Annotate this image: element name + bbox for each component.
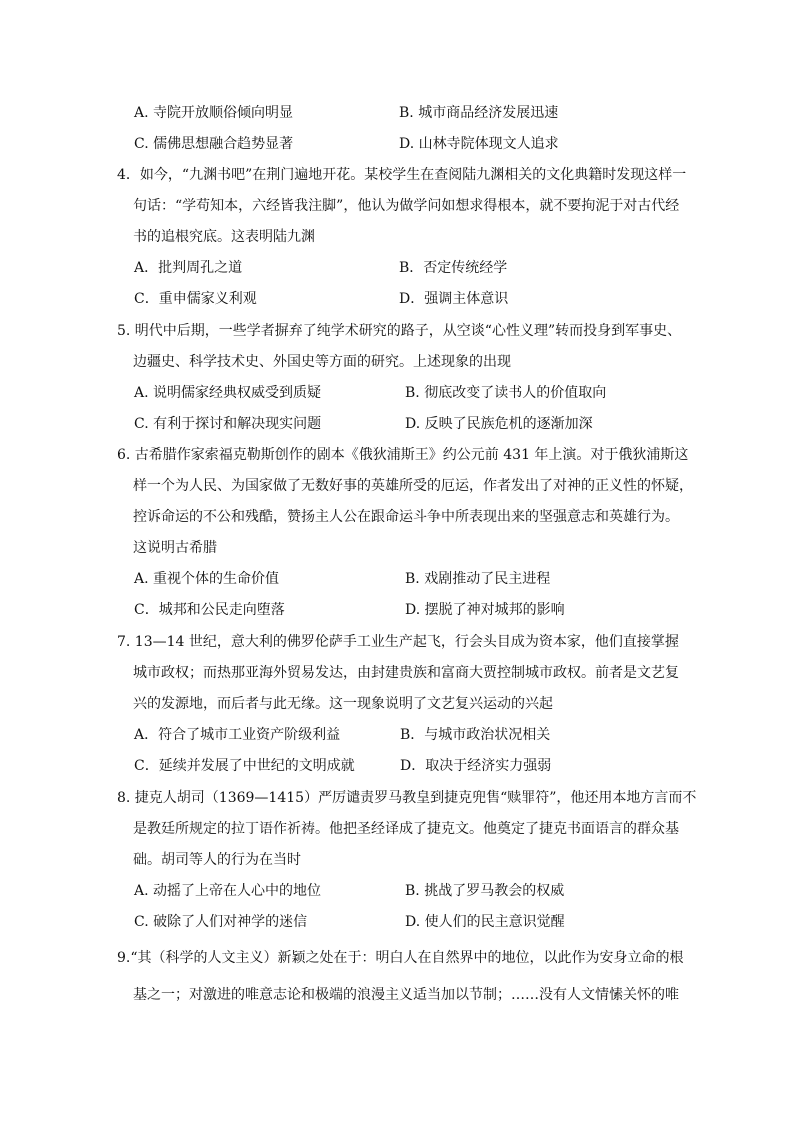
q6-option-c: C．城邦和公民走向堕落 [134,602,285,618]
q9-stem-line: 9.“其（科学的人文主义）新颖之处在于：明白人在自然界中的地位，以此作为安身立命的根 [117,950,684,966]
q6-stem-line: 控诉命运的不公和残酷，赞扬主人公在跟命运斗争中所表现出来的坚强意志和英雄行为。 [133,509,679,525]
q5-option-d: D. 反映了民族危机的逐渐加深 [405,416,593,432]
q4-option-c: C．重申儒家义利观 [134,291,257,307]
q7-stem-line: 城市政权；而热那亚海外贸易发达，由封建贵族和富商大贾控制城市政权。前者是文艺复 [133,665,679,681]
q7-option-c: C．延续并发展了中世纪的文明成就 [134,758,355,774]
q6-option-d: D. 摆脱了神对城邦的影响 [405,602,565,618]
q9-stem-line: 基之一；对激进的唯意志论和极端的浪漫主义适当加以节制；……没有人文情愫关怀的唯 [133,987,679,1003]
q8-option-b: B. 挑战了罗马教会的权威 [405,883,565,899]
q4-option-d: D．强调主体意识 [399,291,509,307]
q6-stem-line: 样一个为人民、为国家做了无数好事的英雄所受的厄运，作者发出了对神的正义性的怀疑， [133,478,693,494]
q6-option-a: A. 重视个体的生命价值 [134,571,280,587]
q8-stem-line: 8. 捷克人胡司（1369—1415）严厉谴责罗马教皇到捷克兜售“赎罪符”，他还用本地方言而不 [117,790,697,806]
q7-stem-line: 兴的发源地，而后者与此无缘。这一现象说明了文艺复兴运动的兴起 [133,696,553,712]
q4-stem-line: 书的追根究底。这表明陆九渊 [133,229,315,245]
q7-option-a: A．符合了城市工业资产阶级利益 [134,727,341,743]
q4-stem-line: 4．如今，“九渊书吧”在荆门遍地开花。某校学生在查阅陆九渊相关的文化典籍时发现这样一 [117,167,687,183]
q5-option-c: C. 有利于探讨和解决现实问题 [134,416,322,432]
q8-stem-line: 是教廷所规定的拉丁语作祈祷。他把圣经译成了捷克文。他奠定了捷克书面语言的群众基 [133,821,679,837]
q8-option-c: C. 破除了人们对神学的迷信 [134,914,308,930]
q5-option-b: B. 彻底改变了读书人的价值取向 [405,385,607,401]
q7-option-b: B．与城市政治状况相关 [400,727,551,743]
q7-stem-line: 7. 13—14 世纪，意大利的佛罗伦萨手工业生产起飞，行会头目成为资本家，他们直接掌握 [117,634,679,650]
q7-option-d: D．取决于经济实力强弱 [400,758,552,774]
q6-option-b: B. 戏剧推动了民主进程 [405,571,551,587]
q3-option-a: A. 寺院开放顺俗倾向明显 [134,105,294,121]
q6-stem-line: 这说明古希腊 [133,540,217,556]
q5-stem-line: 边疆史、科学技术史、外国史等方面的研究。上述现象的出现 [133,354,511,370]
q5-option-a: A. 说明儒家经典权威受到质疑 [134,385,322,401]
q8-option-a: A. 动摇了上帝在人心中的地位 [134,883,322,899]
q4-option-b: B．否定传统经学 [399,260,508,276]
q8-option-d: D. 使人们的民主意识觉醒 [405,914,565,930]
q3-option-b: B. 城市商品经济发展迅速 [399,105,559,121]
q4-option-a: A．批判周孔之道 [134,260,243,276]
q3-option-d: D. 山林寺院体现文人追求 [399,136,559,152]
q6-stem-line: 6. 古希腊作家索福克勒斯创作的剧本《俄狄浦斯王》约公元前 431 年上演。对于俄狄浦斯这 [117,447,689,463]
q8-stem-line: 础。胡司等人的行为在当时 [133,852,301,868]
q3-option-c: C. 儒佛思想融合趋势显著 [134,136,294,152]
q4-stem-line: 句话：“学苟知本，六经皆我注脚”，他认为做学问如想求得根本，就不要拘泥于对古代经 [133,198,680,214]
q5-stem-line: 5. 明代中后期，一些学者摒弃了纯学术研究的路子，从空谈“心性义理”转而投身到军事史、 [117,323,682,339]
